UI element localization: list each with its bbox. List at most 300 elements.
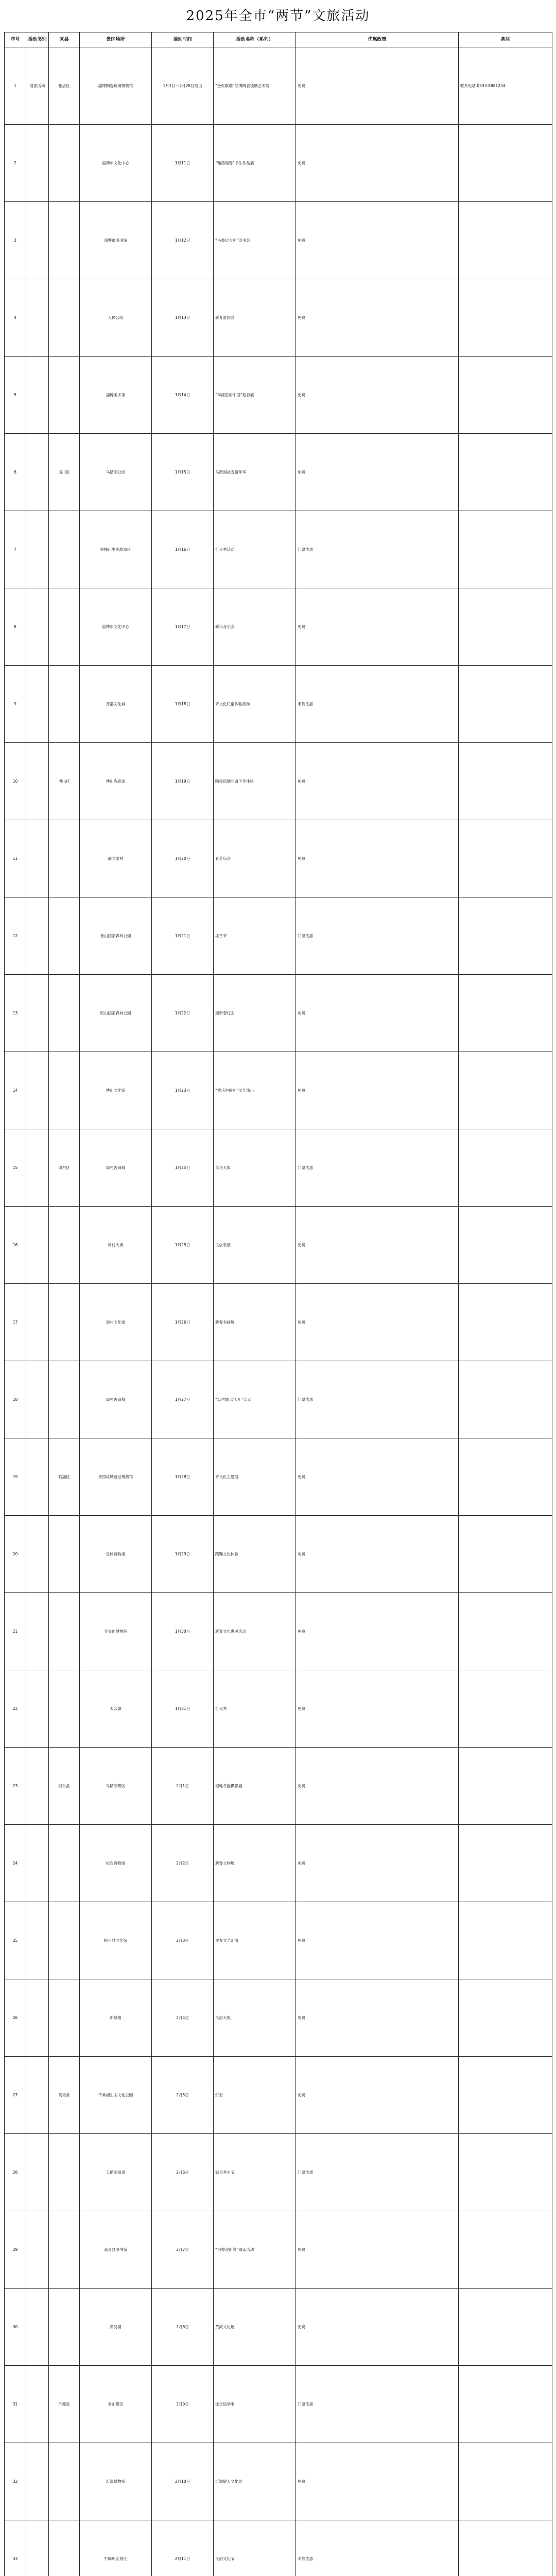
cell-venue: 沂源博物馆 xyxy=(80,2443,152,2520)
cell-venue: 原山国家森林公园 xyxy=(80,975,152,1052)
cell-time: 1月15日 xyxy=(152,434,214,511)
cell-name: 民俗大集 xyxy=(214,1979,296,2057)
cell-category xyxy=(26,2134,49,2211)
cell-name: “欢乐中国年”文艺演出 xyxy=(214,1052,296,1129)
cell-note xyxy=(459,820,552,897)
cell-note xyxy=(459,897,552,975)
cell-time: 1月22日 xyxy=(152,975,214,1052)
cell-policy: 免费 xyxy=(296,1438,459,1516)
cell-time: 1月1日—2月28日展出 xyxy=(152,47,214,125)
cell-note xyxy=(459,666,552,743)
cell-no: 18 xyxy=(5,1361,26,1438)
cell-category xyxy=(26,2057,49,2134)
cell-name: “书香迎新春”阅读活动 xyxy=(214,2211,296,2289)
cell-district xyxy=(49,666,80,743)
cell-category: 展演活动 xyxy=(26,47,49,125)
cell-policy: 门票优惠 xyxy=(296,1361,459,1438)
cell-policy: 免费 xyxy=(296,743,459,820)
cell-note xyxy=(459,1052,552,1129)
cell-category xyxy=(26,897,49,975)
table-row xyxy=(5,2057,552,2134)
cell-category xyxy=(26,1516,49,1593)
cell-category xyxy=(26,511,49,588)
table-row xyxy=(5,1438,552,1516)
cell-venue: 太公湖 xyxy=(80,1670,152,1748)
table-row xyxy=(5,202,552,279)
cell-district: 周村区 xyxy=(49,1129,80,1207)
cell-note xyxy=(459,743,552,820)
cell-time: 2月5日 xyxy=(152,2057,214,2134)
cell-district xyxy=(49,125,80,202)
cell-venue: 人民公园 xyxy=(80,279,152,357)
cell-time: 1月16日 xyxy=(152,511,214,588)
cell-note xyxy=(459,2289,552,2366)
cell-note xyxy=(459,1284,552,1361)
cell-time: 1月23日 xyxy=(152,1052,214,1129)
cell-district xyxy=(49,279,80,357)
cell-name: 年货大集 xyxy=(214,1129,296,1207)
cell-note xyxy=(459,125,552,202)
cell-note xyxy=(459,2443,552,2520)
cell-policy: 门票优惠 xyxy=(296,2366,459,2443)
cell-time: 1月13日 xyxy=(152,279,214,357)
cell-note xyxy=(459,2057,552,2134)
cell-district xyxy=(49,1825,80,1902)
table-row xyxy=(5,2289,552,2366)
cell-time: 1月18日 xyxy=(152,666,214,743)
table-row xyxy=(5,125,552,202)
cell-policy: 半价优惠 xyxy=(296,2520,459,2576)
cell-time: 2月6日 xyxy=(152,2134,214,2211)
cell-no: 29 xyxy=(5,2211,26,2289)
cell-district: 淄川区 xyxy=(49,434,80,511)
cell-name: 沂源猿人文化展 xyxy=(214,2443,296,2520)
table-row xyxy=(5,434,552,511)
cell-venue: 齐国故城遗址博物馆 xyxy=(80,1438,152,1516)
cell-time: 1月17日 xyxy=(152,588,214,666)
cell-time: 1月20日 xyxy=(152,820,214,897)
cell-name: “年画里的中国”迎春展 xyxy=(214,357,296,434)
cell-name: “翰墨迎春”书法作品展 xyxy=(214,125,296,202)
cell-no: 4 xyxy=(5,279,26,357)
cell-district xyxy=(49,1361,80,1438)
table-row xyxy=(5,588,552,666)
cell-name: 迎新春灯会 xyxy=(214,975,296,1052)
cell-policy: 免费 xyxy=(296,47,459,125)
cell-venue: 周村文化馆 xyxy=(80,1284,152,1361)
cell-district: 桓台县 xyxy=(49,1748,80,1825)
cell-note xyxy=(459,2520,552,2576)
cell-district xyxy=(49,2443,80,2520)
cell-note xyxy=(459,1902,552,1979)
cell-name: 灯会 xyxy=(214,2057,296,2134)
header-category: 活动类别 xyxy=(26,32,49,47)
cell-name: 民俗表演 xyxy=(214,1207,296,1284)
table-row xyxy=(5,820,552,897)
cell-no: 3 xyxy=(5,202,26,279)
cell-district xyxy=(49,588,80,666)
cell-venue: 鲁山景区 xyxy=(80,2366,152,2443)
cell-note xyxy=(459,1593,552,1670)
cell-no: 32 xyxy=(5,2443,26,2520)
cell-no: 6 xyxy=(5,434,26,511)
activities-table xyxy=(4,32,552,2576)
cell-no: 16 xyxy=(5,1207,26,1284)
cell-note xyxy=(459,2134,552,2211)
cell-note xyxy=(459,1979,552,2057)
cell-venue: 淄博市文化中心 xyxy=(80,125,152,202)
cell-no: 33 xyxy=(5,2520,26,2576)
cell-district xyxy=(49,511,80,588)
cell-note xyxy=(459,1361,552,1438)
cell-venue: 桓台县文化馆 xyxy=(80,1902,152,1979)
cell-policy: 免费 xyxy=(296,2211,459,2289)
cell-note: 联系电话 0533-8881234 xyxy=(459,47,552,125)
cell-category xyxy=(26,1284,49,1361)
cell-venue: 黄河楼 xyxy=(80,2289,152,2366)
cell-name: 湿地冬韵摄影展 xyxy=(214,1748,296,1825)
cell-category xyxy=(26,1979,49,2057)
cell-district xyxy=(49,1670,80,1748)
cell-venue: 博山陶瓷馆 xyxy=(80,743,152,820)
cell-category xyxy=(26,820,49,897)
cell-category xyxy=(26,1825,49,1902)
cell-note xyxy=(459,202,552,279)
cell-no: 15 xyxy=(5,1129,26,1207)
cell-venue: 淄博市文化中心 xyxy=(80,588,152,666)
cell-no: 7 xyxy=(5,511,26,588)
cell-note xyxy=(459,1516,552,1593)
table-row xyxy=(5,1902,552,1979)
cell-district xyxy=(49,202,80,279)
cell-venue: 梓橦山生态旅游区 xyxy=(80,511,152,588)
cell-no: 22 xyxy=(5,1670,26,1748)
cell-category xyxy=(26,2443,49,2520)
header-no: 序号 xyxy=(5,32,26,47)
cell-name: 民俗文化节 xyxy=(214,2520,296,2576)
cell-policy: 免费 xyxy=(296,1516,459,1593)
cell-policy: 免费 xyxy=(296,588,459,666)
cell-category xyxy=(26,743,49,820)
cell-name: 齐文化民俗体验活动 xyxy=(214,666,296,743)
cell-no: 14 xyxy=(5,1052,26,1129)
cell-category xyxy=(26,666,49,743)
cell-note xyxy=(459,975,552,1052)
cell-category xyxy=(26,2520,49,2576)
table-row xyxy=(5,1284,552,1361)
cell-no: 28 xyxy=(5,2134,26,2211)
page-title: 2025年全市“两节”文旅活动 xyxy=(186,8,370,24)
cell-note xyxy=(459,511,552,588)
cell-district xyxy=(49,357,80,434)
cell-policy: 免费 xyxy=(296,1284,459,1361)
cell-category xyxy=(26,2211,49,2289)
cell-policy: 免费 xyxy=(296,279,459,357)
table-row xyxy=(5,1825,552,1902)
header-time: 活动时间 xyxy=(152,32,214,47)
table-row xyxy=(5,511,552,588)
cell-policy: 免费 xyxy=(296,975,459,1052)
cell-time: 2月11日 xyxy=(152,2520,214,2576)
cell-category xyxy=(26,588,49,666)
cell-no: 31 xyxy=(5,2366,26,2443)
cell-district xyxy=(49,1979,80,2057)
cell-district: 沂源县 xyxy=(49,2366,80,2443)
cell-time: 1月31日 xyxy=(152,1670,214,1748)
cell-policy: 门票优惠 xyxy=(296,2134,459,2211)
table-row xyxy=(5,1593,552,1670)
cell-no: 9 xyxy=(5,666,26,743)
cell-district xyxy=(49,1284,80,1361)
cell-category xyxy=(26,1670,49,1748)
cell-venue: 博山文化馆 xyxy=(80,1052,152,1129)
cell-district xyxy=(49,1593,80,1670)
cell-time: 1月26日 xyxy=(152,1284,214,1361)
cell-district: 张店区 xyxy=(49,47,80,125)
cell-time: 2月1日 xyxy=(152,1748,214,1825)
cell-time: 1月28日 xyxy=(152,1438,214,1516)
table-row xyxy=(5,47,552,125)
header-venue: 景区场所 xyxy=(80,32,152,47)
cell-venue: 淄博美术馆 xyxy=(80,357,152,434)
cell-category xyxy=(26,1902,49,1979)
cell-no: 23 xyxy=(5,1748,26,1825)
cell-policy: 免费 xyxy=(296,357,459,434)
cell-name: 新春文物展 xyxy=(214,1825,296,1902)
cell-venue: 周村古商城 xyxy=(80,1361,152,1438)
cell-note xyxy=(459,434,552,511)
cell-venue: 马踏湖公园 xyxy=(80,434,152,511)
cell-name: 新春文化惠民活动 xyxy=(214,1593,296,1670)
cell-time: 1月24日 xyxy=(152,1129,214,1207)
cell-time: 1月12日 xyxy=(152,202,214,279)
cell-note xyxy=(459,1748,552,1825)
table-row xyxy=(5,743,552,820)
table-row xyxy=(5,975,552,1052)
cell-no: 19 xyxy=(5,1438,26,1516)
cell-time: 2月2日 xyxy=(152,1825,214,1902)
table-row xyxy=(5,1670,552,1748)
table-row xyxy=(5,1129,552,1207)
cell-no: 24 xyxy=(5,1825,26,1902)
cell-time: 1月14日 xyxy=(152,357,214,434)
cell-category xyxy=(26,1593,49,1670)
cell-time: 2月3日 xyxy=(152,1902,214,1979)
table-row xyxy=(5,1052,552,1129)
cell-district xyxy=(49,1902,80,1979)
cell-venue: 周村大街 xyxy=(80,1207,152,1284)
cell-note xyxy=(459,1670,552,1748)
cell-policy: 免费 xyxy=(296,434,459,511)
cell-category xyxy=(26,1207,49,1284)
cell-district xyxy=(49,1052,80,1129)
table-row xyxy=(5,2443,552,2520)
cell-policy: 免费 xyxy=(296,1670,459,1748)
cell-no: 17 xyxy=(5,1284,26,1361)
cell-time: 2月7日 xyxy=(152,2211,214,2289)
cell-no: 2 xyxy=(5,125,26,202)
cell-time: 1月25日 xyxy=(152,1207,214,1284)
cell-no: 11 xyxy=(5,820,26,897)
cell-venue: 马踏湖景区 xyxy=(80,1748,152,1825)
cell-note xyxy=(459,2366,552,2443)
cell-time: 2月4日 xyxy=(152,1979,214,2057)
cell-no: 1 xyxy=(5,47,26,125)
table-header-row xyxy=(5,32,552,47)
cell-no: 27 xyxy=(5,2057,26,2134)
cell-venue: 淄博陶瓷琉璃博物馆 xyxy=(80,47,152,125)
cell-venue: 齐文化博物院 xyxy=(80,1593,152,1670)
cell-note xyxy=(459,279,552,357)
cell-note xyxy=(459,1438,552,1516)
cell-note xyxy=(459,588,552,666)
cell-name: 新春游园会 xyxy=(214,279,296,357)
table-row xyxy=(5,1361,552,1438)
cell-policy: 免费 xyxy=(296,1902,459,1979)
cell-name: 春节庙会 xyxy=(214,820,296,897)
header-policy: 优惠政策 xyxy=(296,32,459,47)
cell-no: 13 xyxy=(5,975,26,1052)
cell-district xyxy=(49,897,80,975)
cell-district: 博山区 xyxy=(49,743,80,820)
cell-category xyxy=(26,434,49,511)
cell-note xyxy=(459,357,552,434)
cell-name: 新春书画展 xyxy=(214,1284,296,1361)
cell-name: 马踏湖冰雪嘉年华 xyxy=(214,434,296,511)
cell-district xyxy=(49,975,80,1052)
cell-policy: 免费 xyxy=(296,125,459,202)
table-row xyxy=(5,666,552,743)
cell-category xyxy=(26,1748,49,1825)
cell-no: 21 xyxy=(5,1593,26,1670)
cell-venue: 新城镇 xyxy=(80,1979,152,2057)
cell-policy: 免费 xyxy=(296,202,459,279)
cell-policy: 免费 xyxy=(296,2289,459,2366)
table-row xyxy=(5,1207,552,1284)
cell-venue: 齐都文化城 xyxy=(80,666,152,743)
cell-note xyxy=(459,1825,552,1902)
table-row xyxy=(5,897,552,975)
cell-venue: 鲁山国家森林公园 xyxy=(80,897,152,975)
cell-name: 迎春文艺汇演 xyxy=(214,1902,296,1979)
cell-time: 2月9日 xyxy=(152,2366,214,2443)
cell-policy: 免费 xyxy=(296,1593,459,1670)
cell-name: 冰雪节 xyxy=(214,897,296,975)
cell-venue: 淄博市图书馆 xyxy=(80,202,152,279)
cell-no: 8 xyxy=(5,588,26,666)
cell-name: “逛古城 过大年”活动 xyxy=(214,1361,296,1438)
cell-venue: 足球博物馆 xyxy=(80,1516,152,1593)
cell-name: 蹴鞠文化体验 xyxy=(214,1516,296,1593)
table-body xyxy=(5,47,552,2576)
cell-category xyxy=(26,1052,49,1129)
table-row xyxy=(5,357,552,434)
cell-venue: 千乘湖生态文化公园 xyxy=(80,2057,152,2134)
table-row xyxy=(5,279,552,357)
cell-time: 2月8日 xyxy=(152,2289,214,2366)
cell-district xyxy=(49,820,80,897)
cell-name: “金蛇献瑞”淄博陶瓷琉璃艺术展 xyxy=(214,47,296,125)
cell-district xyxy=(49,2520,80,2576)
cell-name: “书香过大年”读书会 xyxy=(214,202,296,279)
cell-no: 5 xyxy=(5,357,26,434)
cell-name: 温泉养生节 xyxy=(214,2134,296,2211)
cell-name: 黄河文化展 xyxy=(214,2289,296,2366)
table-row xyxy=(5,1748,552,1825)
table-row xyxy=(5,2211,552,2289)
cell-name: 灯光秀活动 xyxy=(214,511,296,588)
cell-district xyxy=(49,1516,80,1593)
cell-name: 陶瓷琉璃非遗手作体验 xyxy=(214,743,296,820)
header-name: 活动名称（系列） xyxy=(214,32,296,47)
cell-no: 20 xyxy=(5,1516,26,1593)
cell-note xyxy=(459,2211,552,2289)
cell-district xyxy=(49,2211,80,2289)
cell-note xyxy=(459,1207,552,1284)
cell-policy: 门票优惠 xyxy=(296,897,459,975)
cell-policy: 免费 xyxy=(296,1979,459,2057)
cell-venue: 天鹅湖温泉 xyxy=(80,2134,152,2211)
cell-venue: 高青县图书馆 xyxy=(80,2211,152,2289)
cell-policy: 免费 xyxy=(296,1207,459,1284)
cell-no: 25 xyxy=(5,1902,26,1979)
cell-name: 灯光秀 xyxy=(214,1670,296,1748)
cell-policy: 免费 xyxy=(296,1052,459,1129)
table-row xyxy=(5,2520,552,2576)
cell-category xyxy=(26,279,49,357)
cell-district xyxy=(49,2289,80,2366)
cell-no: 10 xyxy=(5,743,26,820)
cell-policy: 免费 xyxy=(296,2057,459,2134)
cell-category xyxy=(26,1129,49,1207)
cell-policy: 半价优惠 xyxy=(296,666,459,743)
cell-district xyxy=(49,2134,80,2211)
cell-venue: 牛郎织女景区 xyxy=(80,2520,152,2576)
cell-policy: 门票优惠 xyxy=(296,511,459,588)
cell-venue: 周村古商城 xyxy=(80,1129,152,1207)
header-note: 备注 xyxy=(459,32,552,47)
cell-category xyxy=(26,2289,49,2366)
cell-no: 30 xyxy=(5,2289,26,2366)
cell-time: 1月11日 xyxy=(152,125,214,202)
cell-venue: 颜文姜祠 xyxy=(80,820,152,897)
header-district: 区县 xyxy=(49,32,80,47)
cell-policy: 免费 xyxy=(296,820,459,897)
cell-category xyxy=(26,125,49,202)
cell-district xyxy=(49,1207,80,1284)
cell-district: 临淄区 xyxy=(49,1438,80,1516)
cell-category xyxy=(26,2366,49,2443)
cell-category xyxy=(26,975,49,1052)
cell-policy: 免费 xyxy=(296,1825,459,1902)
cell-time: 2月10日 xyxy=(152,2443,214,2520)
table-row xyxy=(5,1979,552,2057)
table-row xyxy=(5,1516,552,1593)
cell-category xyxy=(26,1361,49,1438)
cell-venue: 桓台博物馆 xyxy=(80,1825,152,1902)
cell-policy: 免费 xyxy=(296,1748,459,1825)
table-row xyxy=(5,2134,552,2211)
cell-category xyxy=(26,357,49,434)
cell-time: 1月21日 xyxy=(152,897,214,975)
cell-policy: 免费 xyxy=(296,2443,459,2520)
cell-note xyxy=(459,1129,552,1207)
cell-name: 齐文化主题展 xyxy=(214,1438,296,1516)
table-row xyxy=(5,2366,552,2443)
cell-category xyxy=(26,202,49,279)
cell-time: 1月19日 xyxy=(152,743,214,820)
cell-district: 高青县 xyxy=(49,2057,80,2134)
